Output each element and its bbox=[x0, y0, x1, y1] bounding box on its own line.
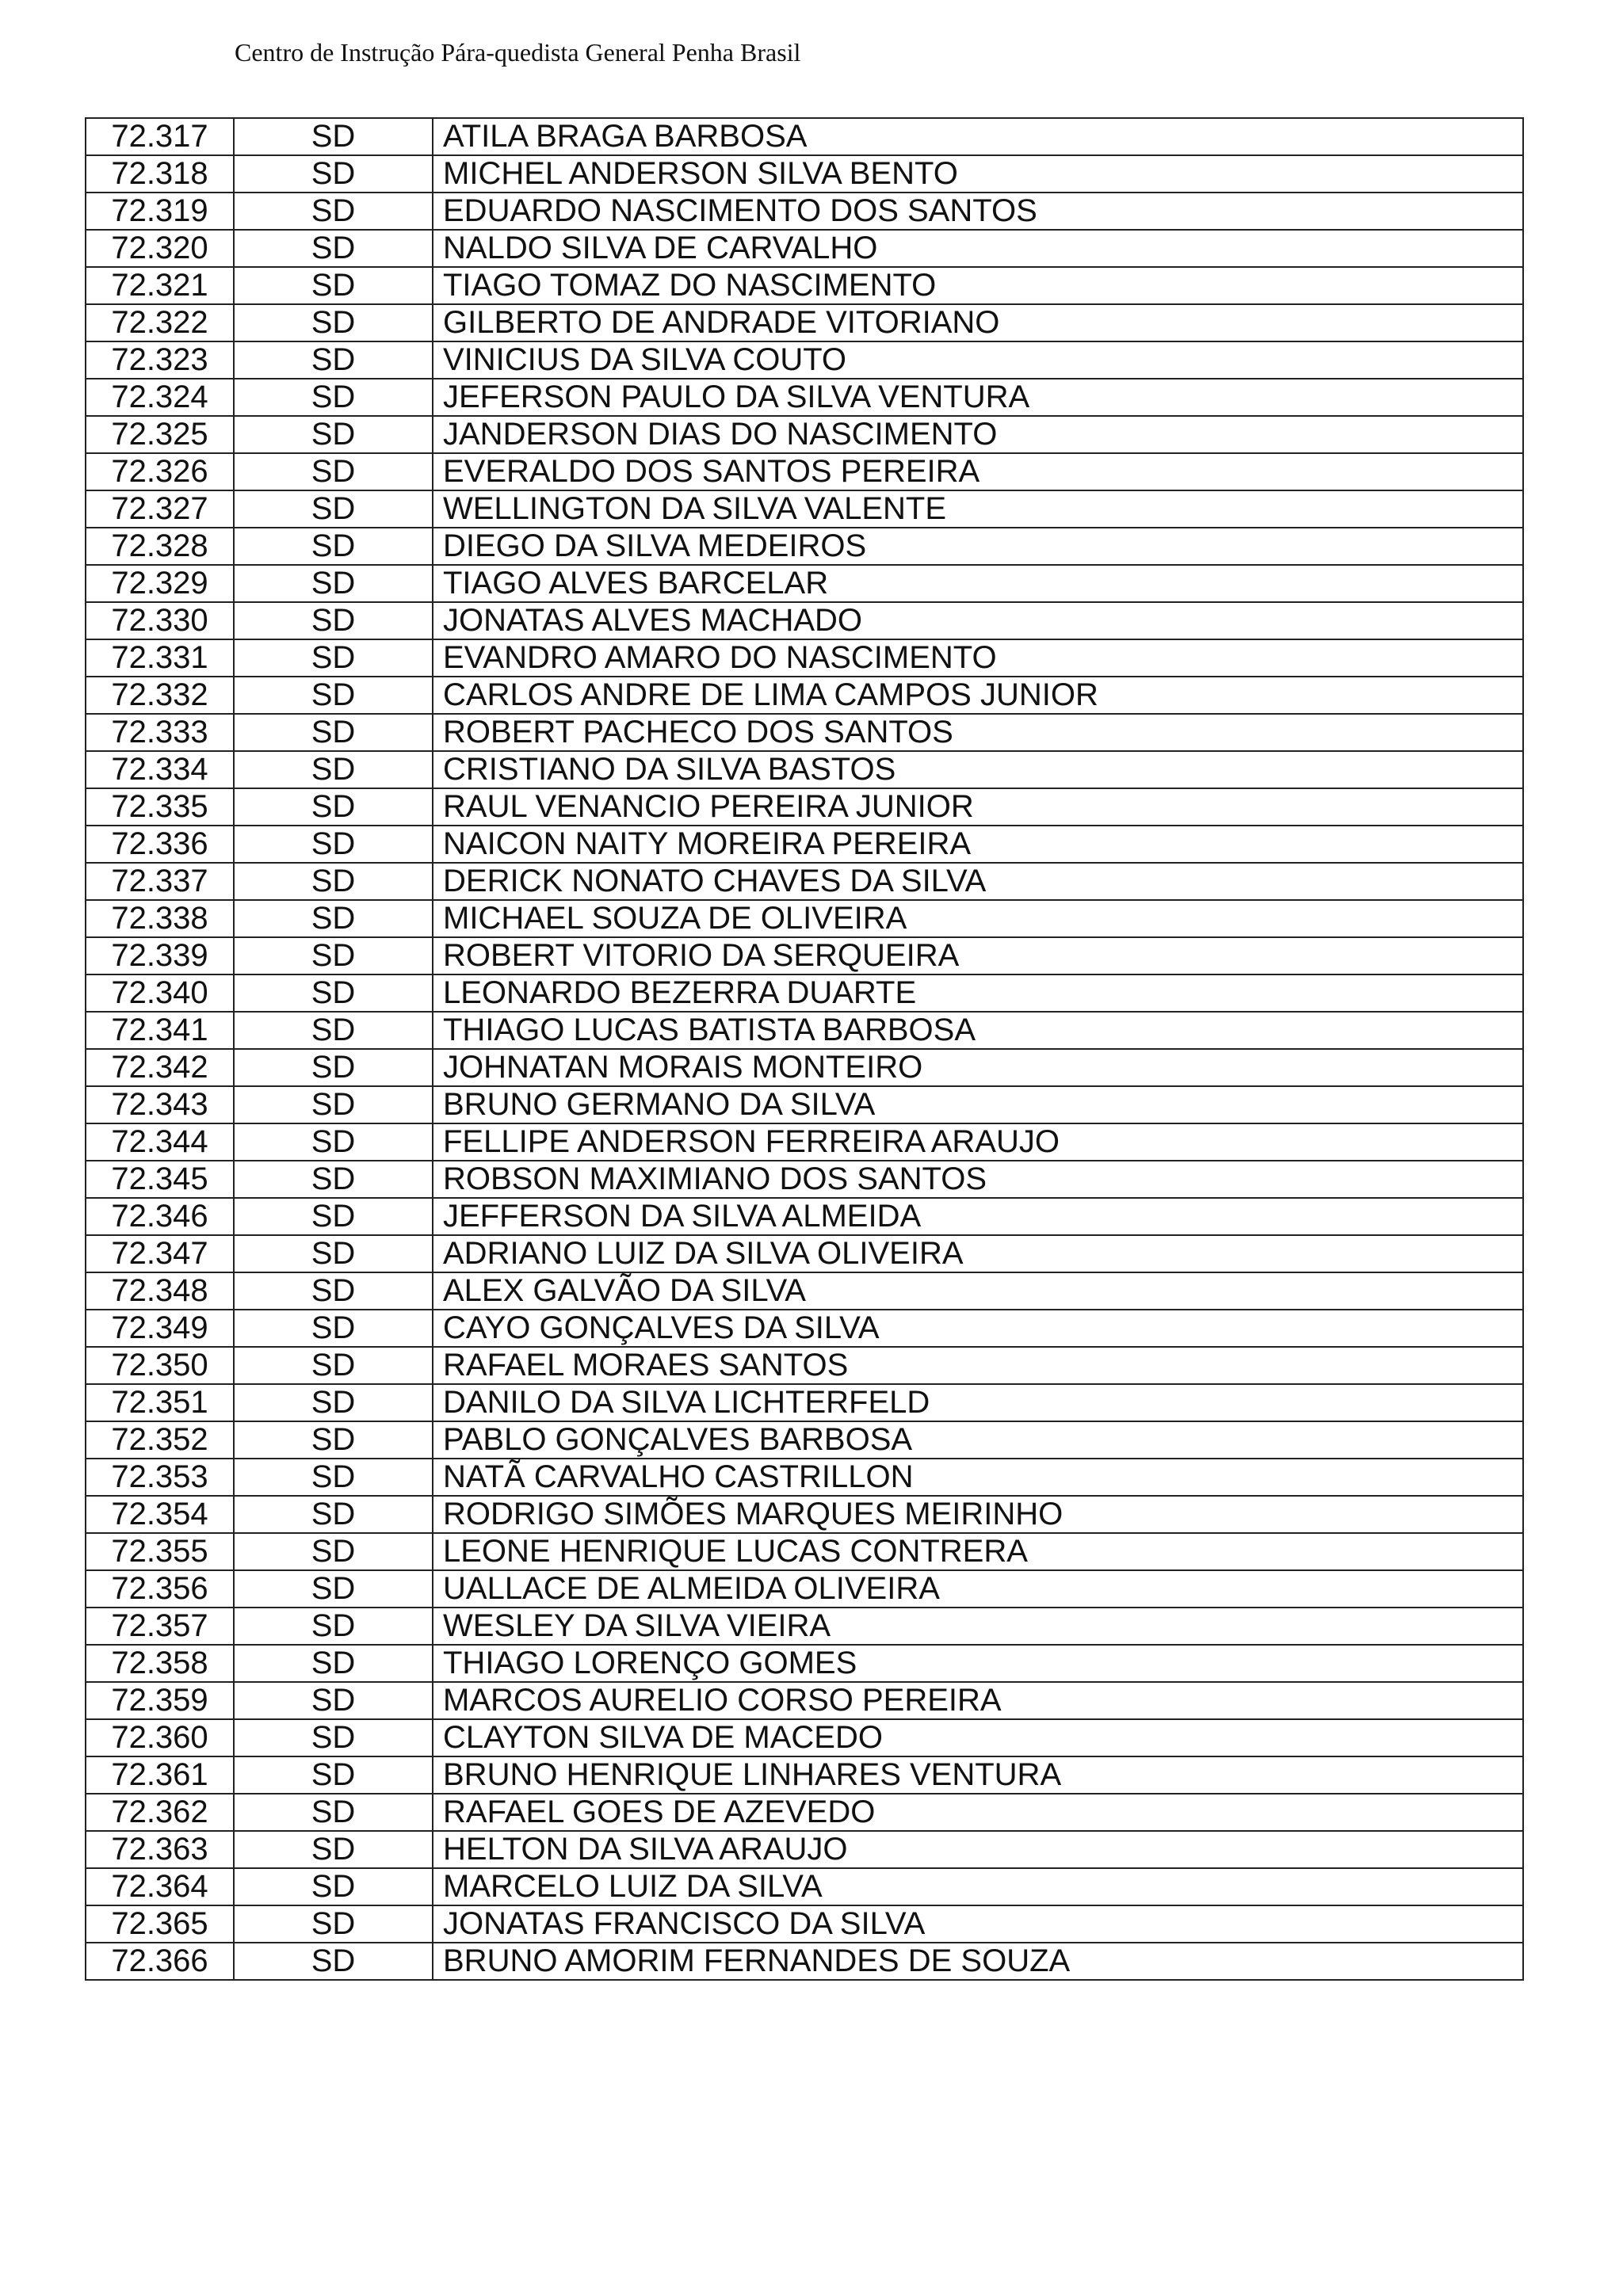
row-rank-cell: SD bbox=[234, 1756, 433, 1794]
row-name-cell: DANILO DA SILVA LICHTERFELD bbox=[433, 1384, 1523, 1421]
row-name-cell: TIAGO ALVES BARCELAR bbox=[433, 565, 1523, 602]
row-name-cell: EVERALDO DOS SANTOS PEREIRA bbox=[433, 453, 1523, 490]
table-row bbox=[86, 304, 1523, 341]
table-row bbox=[86, 267, 1523, 304]
table-row bbox=[86, 118, 1523, 155]
table-row bbox=[86, 788, 1523, 826]
row-rank-cell: SD bbox=[234, 379, 433, 416]
row-rank-cell: SD bbox=[234, 267, 433, 304]
table-row bbox=[86, 1645, 1523, 1682]
row-number-cell: 72.356 bbox=[86, 1570, 234, 1608]
table-row bbox=[86, 1608, 1523, 1645]
table-row bbox=[86, 1049, 1523, 1086]
row-name-cell: BRUNO HENRIQUE LINHARES VENTURA bbox=[433, 1756, 1523, 1794]
table-row bbox=[86, 1905, 1523, 1943]
roster-table bbox=[85, 117, 1524, 1981]
row-name-cell: EDUARDO NASCIMENTO DOS SANTOS bbox=[433, 193, 1523, 230]
row-number-cell: 72.338 bbox=[86, 900, 234, 937]
table-row bbox=[86, 1123, 1523, 1161]
row-name-cell: EVANDRO AMARO DO NASCIMENTO bbox=[433, 639, 1523, 677]
row-name-cell: NALDO SILVA DE CARVALHO bbox=[433, 230, 1523, 267]
row-number-cell: 72.330 bbox=[86, 602, 234, 639]
row-number-cell: 72.357 bbox=[86, 1608, 234, 1645]
row-name-cell: CARLOS ANDRE DE LIMA CAMPOS JUNIOR bbox=[433, 677, 1523, 714]
row-name-cell: DIEGO DA SILVA MEDEIROS bbox=[433, 528, 1523, 565]
row-rank-cell: SD bbox=[234, 416, 433, 453]
row-number-cell: 72.348 bbox=[86, 1272, 234, 1310]
row-rank-cell: SD bbox=[234, 1384, 433, 1421]
table-row bbox=[86, 1570, 1523, 1608]
row-rank-cell: SD bbox=[234, 528, 433, 565]
table-row bbox=[86, 602, 1523, 639]
row-name-cell: LEONE HENRIQUE LUCAS CONTRERA bbox=[433, 1533, 1523, 1570]
row-rank-cell: SD bbox=[234, 1570, 433, 1608]
row-rank-cell: SD bbox=[234, 602, 433, 639]
row-number-cell: 72.352 bbox=[86, 1421, 234, 1459]
row-number-cell: 72.323 bbox=[86, 341, 234, 379]
table-row bbox=[86, 1794, 1523, 1831]
row-name-cell: MICHEL ANDERSON SILVA BENTO bbox=[433, 155, 1523, 193]
row-number-cell: 72.343 bbox=[86, 1086, 234, 1123]
row-number-cell: 72.350 bbox=[86, 1347, 234, 1384]
row-name-cell: ADRIANO LUIZ DA SILVA OLIVEIRA bbox=[433, 1235, 1523, 1272]
row-name-cell: CAYO GONÇALVES DA SILVA bbox=[433, 1310, 1523, 1347]
row-name-cell: RAFAEL MORAES SANTOS bbox=[433, 1347, 1523, 1384]
row-number-cell: 72.342 bbox=[86, 1049, 234, 1086]
row-rank-cell: SD bbox=[234, 341, 433, 379]
row-name-cell: ROBERT PACHECO DOS SANTOS bbox=[433, 714, 1523, 751]
row-number-cell: 72.320 bbox=[86, 230, 234, 267]
row-name-cell: JONATAS ALVES MACHADO bbox=[433, 602, 1523, 639]
table-row bbox=[86, 1310, 1523, 1347]
row-number-cell: 72.353 bbox=[86, 1459, 234, 1496]
row-rank-cell: SD bbox=[234, 118, 433, 155]
row-number-cell: 72.345 bbox=[86, 1161, 234, 1198]
row-number-cell: 72.325 bbox=[86, 416, 234, 453]
table-row bbox=[86, 230, 1523, 267]
row-name-cell: RODRIGO SIMÕES MARQUES MEIRINHO bbox=[433, 1496, 1523, 1533]
row-rank-cell: SD bbox=[234, 826, 433, 863]
row-name-cell: HELTON DA SILVA ARAUJO bbox=[433, 1831, 1523, 1868]
row-rank-cell: SD bbox=[234, 490, 433, 528]
row-rank-cell: SD bbox=[234, 1235, 433, 1272]
row-rank-cell: SD bbox=[234, 1310, 433, 1347]
table-row bbox=[86, 1384, 1523, 1421]
row-name-cell: JEFERSON PAULO DA SILVA VENTURA bbox=[433, 379, 1523, 416]
row-name-cell: JANDERSON DIAS DO NASCIMENTO bbox=[433, 416, 1523, 453]
row-name-cell: FELLIPE ANDERSON FERREIRA ARAUJO bbox=[433, 1123, 1523, 1161]
row-number-cell: 72.329 bbox=[86, 565, 234, 602]
table-row bbox=[86, 1533, 1523, 1570]
row-name-cell: MICHAEL SOUZA DE OLIVEIRA bbox=[433, 900, 1523, 937]
row-name-cell: NATÃ CARVALHO CASTRILLON bbox=[433, 1459, 1523, 1496]
table-row bbox=[86, 1086, 1523, 1123]
row-rank-cell: SD bbox=[234, 1272, 433, 1310]
table-row bbox=[86, 155, 1523, 193]
row-rank-cell: SD bbox=[234, 1645, 433, 1682]
table-row bbox=[86, 1198, 1523, 1235]
row-rank-cell: SD bbox=[234, 1421, 433, 1459]
row-rank-cell: SD bbox=[234, 639, 433, 677]
table-row bbox=[86, 1868, 1523, 1905]
row-rank-cell: SD bbox=[234, 565, 433, 602]
row-rank-cell: SD bbox=[234, 193, 433, 230]
row-number-cell: 72.321 bbox=[86, 267, 234, 304]
row-name-cell: RAUL VENANCIO PEREIRA JUNIOR bbox=[433, 788, 1523, 826]
row-rank-cell: SD bbox=[234, 1012, 433, 1049]
row-number-cell: 72.332 bbox=[86, 677, 234, 714]
row-number-cell: 72.340 bbox=[86, 974, 234, 1012]
table-row bbox=[86, 1719, 1523, 1756]
table-row bbox=[86, 1496, 1523, 1533]
row-name-cell: VINICIUS DA SILVA COUTO bbox=[433, 341, 1523, 379]
row-number-cell: 72.328 bbox=[86, 528, 234, 565]
table-row bbox=[86, 1235, 1523, 1272]
table-row bbox=[86, 1756, 1523, 1794]
row-name-cell: MARCELO LUIZ DA SILVA bbox=[433, 1868, 1523, 1905]
row-rank-cell: SD bbox=[234, 453, 433, 490]
row-rank-cell: SD bbox=[234, 1905, 433, 1943]
table-row bbox=[86, 453, 1523, 490]
table-row bbox=[86, 1943, 1523, 1980]
row-name-cell: JONATAS FRANCISCO DA SILVA bbox=[433, 1905, 1523, 1943]
row-rank-cell: SD bbox=[234, 1049, 433, 1086]
row-rank-cell: SD bbox=[234, 1682, 433, 1719]
row-name-cell: CLAYTON SILVA DE MACEDO bbox=[433, 1719, 1523, 1756]
table-row bbox=[86, 677, 1523, 714]
row-number-cell: 72.359 bbox=[86, 1682, 234, 1719]
row-name-cell: THIAGO LORENÇO GOMES bbox=[433, 1645, 1523, 1682]
table-row bbox=[86, 639, 1523, 677]
table-row bbox=[86, 863, 1523, 900]
row-number-cell: 72.322 bbox=[86, 304, 234, 341]
row-name-cell: LEONARDO BEZERRA DUARTE bbox=[433, 974, 1523, 1012]
table-row bbox=[86, 1347, 1523, 1384]
row-number-cell: 72.360 bbox=[86, 1719, 234, 1756]
row-rank-cell: SD bbox=[234, 1347, 433, 1384]
row-name-cell: JEFFERSON DA SILVA ALMEIDA bbox=[433, 1198, 1523, 1235]
row-number-cell: 72.346 bbox=[86, 1198, 234, 1235]
row-rank-cell: SD bbox=[234, 1198, 433, 1235]
row-number-cell: 72.361 bbox=[86, 1756, 234, 1794]
page-header-title: Centro de Instrução Pára-quedista General Penha Brasil bbox=[235, 38, 801, 67]
row-number-cell: 72.333 bbox=[86, 714, 234, 751]
row-rank-cell: SD bbox=[234, 788, 433, 826]
table-row bbox=[86, 341, 1523, 379]
table-row bbox=[86, 1012, 1523, 1049]
row-rank-cell: SD bbox=[234, 1831, 433, 1868]
row-rank-cell: SD bbox=[234, 1794, 433, 1831]
row-name-cell: WELLINGTON DA SILVA VALENTE bbox=[433, 490, 1523, 528]
row-rank-cell: SD bbox=[234, 230, 433, 267]
table-row bbox=[86, 1831, 1523, 1868]
row-rank-cell: SD bbox=[234, 155, 433, 193]
row-name-cell: ATILA BRAGA BARBOSA bbox=[433, 118, 1523, 155]
row-number-cell: 72.335 bbox=[86, 788, 234, 826]
row-number-cell: 72.339 bbox=[86, 937, 234, 974]
row-number-cell: 72.347 bbox=[86, 1235, 234, 1272]
row-number-cell: 72.317 bbox=[86, 118, 234, 155]
table-row bbox=[86, 528, 1523, 565]
row-number-cell: 72.319 bbox=[86, 193, 234, 230]
row-rank-cell: SD bbox=[234, 1086, 433, 1123]
row-number-cell: 72.363 bbox=[86, 1831, 234, 1868]
row-name-cell: TIAGO TOMAZ DO NASCIMENTO bbox=[433, 267, 1523, 304]
row-name-cell: RAFAEL GOES DE AZEVEDO bbox=[433, 1794, 1523, 1831]
row-rank-cell: SD bbox=[234, 1943, 433, 1980]
row-name-cell: PABLO GONÇALVES BARBOSA bbox=[433, 1421, 1523, 1459]
row-number-cell: 72.349 bbox=[86, 1310, 234, 1347]
row-name-cell: NAICON NAITY MOREIRA PEREIRA bbox=[433, 826, 1523, 863]
table-row bbox=[86, 193, 1523, 230]
row-rank-cell: SD bbox=[234, 677, 433, 714]
row-number-cell: 72.358 bbox=[86, 1645, 234, 1682]
row-number-cell: 72.318 bbox=[86, 155, 234, 193]
row-rank-cell: SD bbox=[234, 1868, 433, 1905]
row-number-cell: 72.341 bbox=[86, 1012, 234, 1049]
row-rank-cell: SD bbox=[234, 1533, 433, 1570]
row-rank-cell: SD bbox=[234, 863, 433, 900]
row-name-cell: MARCOS AURELIO CORSO PEREIRA bbox=[433, 1682, 1523, 1719]
row-rank-cell: SD bbox=[234, 1161, 433, 1198]
roster-body bbox=[86, 118, 1523, 1980]
table-row bbox=[86, 416, 1523, 453]
row-number-cell: 72.334 bbox=[86, 751, 234, 788]
table-row bbox=[86, 974, 1523, 1012]
row-name-cell: JOHNATAN MORAIS MONTEIRO bbox=[433, 1049, 1523, 1086]
table-row bbox=[86, 900, 1523, 937]
row-number-cell: 72.344 bbox=[86, 1123, 234, 1161]
row-number-cell: 72.366 bbox=[86, 1943, 234, 1980]
table-row bbox=[86, 1459, 1523, 1496]
table-row bbox=[86, 1421, 1523, 1459]
row-rank-cell: SD bbox=[234, 714, 433, 751]
table-row bbox=[86, 1272, 1523, 1310]
table-row bbox=[86, 714, 1523, 751]
row-rank-cell: SD bbox=[234, 974, 433, 1012]
table-row bbox=[86, 1161, 1523, 1198]
row-rank-cell: SD bbox=[234, 1459, 433, 1496]
row-name-cell: CRISTIANO DA SILVA BASTOS bbox=[433, 751, 1523, 788]
row-number-cell: 72.337 bbox=[86, 863, 234, 900]
row-number-cell: 72.355 bbox=[86, 1533, 234, 1570]
row-name-cell: ROBSON MAXIMIANO DOS SANTOS bbox=[433, 1161, 1523, 1198]
row-name-cell: BRUNO AMORIM FERNANDES DE SOUZA bbox=[433, 1943, 1523, 1980]
row-rank-cell: SD bbox=[234, 304, 433, 341]
row-name-cell: ALEX GALVÃO DA SILVA bbox=[433, 1272, 1523, 1310]
row-rank-cell: SD bbox=[234, 1608, 433, 1645]
table-row bbox=[86, 751, 1523, 788]
row-rank-cell: SD bbox=[234, 937, 433, 974]
row-name-cell: WESLEY DA SILVA VIEIRA bbox=[433, 1608, 1523, 1645]
row-number-cell: 72.327 bbox=[86, 490, 234, 528]
row-number-cell: 72.336 bbox=[86, 826, 234, 863]
row-rank-cell: SD bbox=[234, 900, 433, 937]
row-number-cell: 72.326 bbox=[86, 453, 234, 490]
row-number-cell: 72.365 bbox=[86, 1905, 234, 1943]
row-number-cell: 72.324 bbox=[86, 379, 234, 416]
row-name-cell: BRUNO GERMANO DA SILVA bbox=[433, 1086, 1523, 1123]
table-row bbox=[86, 379, 1523, 416]
row-number-cell: 72.331 bbox=[86, 639, 234, 677]
table-row bbox=[86, 490, 1523, 528]
row-rank-cell: SD bbox=[234, 1123, 433, 1161]
row-number-cell: 72.354 bbox=[86, 1496, 234, 1533]
table-row bbox=[86, 826, 1523, 863]
row-rank-cell: SD bbox=[234, 1496, 433, 1533]
row-name-cell: THIAGO LUCAS BATISTA BARBOSA bbox=[433, 1012, 1523, 1049]
row-number-cell: 72.362 bbox=[86, 1794, 234, 1831]
row-name-cell: GILBERTO DE ANDRADE VITORIANO bbox=[433, 304, 1523, 341]
row-rank-cell: SD bbox=[234, 751, 433, 788]
row-number-cell: 72.351 bbox=[86, 1384, 234, 1421]
row-name-cell: ROBERT VITORIO DA SERQUEIRA bbox=[433, 937, 1523, 974]
table-row bbox=[86, 937, 1523, 974]
row-rank-cell: SD bbox=[234, 1719, 433, 1756]
table-row bbox=[86, 565, 1523, 602]
row-name-cell: DERICK NONATO CHAVES DA SILVA bbox=[433, 863, 1523, 900]
row-number-cell: 72.364 bbox=[86, 1868, 234, 1905]
table-row bbox=[86, 1682, 1523, 1719]
row-name-cell: UALLACE DE ALMEIDA OLIVEIRA bbox=[433, 1570, 1523, 1608]
